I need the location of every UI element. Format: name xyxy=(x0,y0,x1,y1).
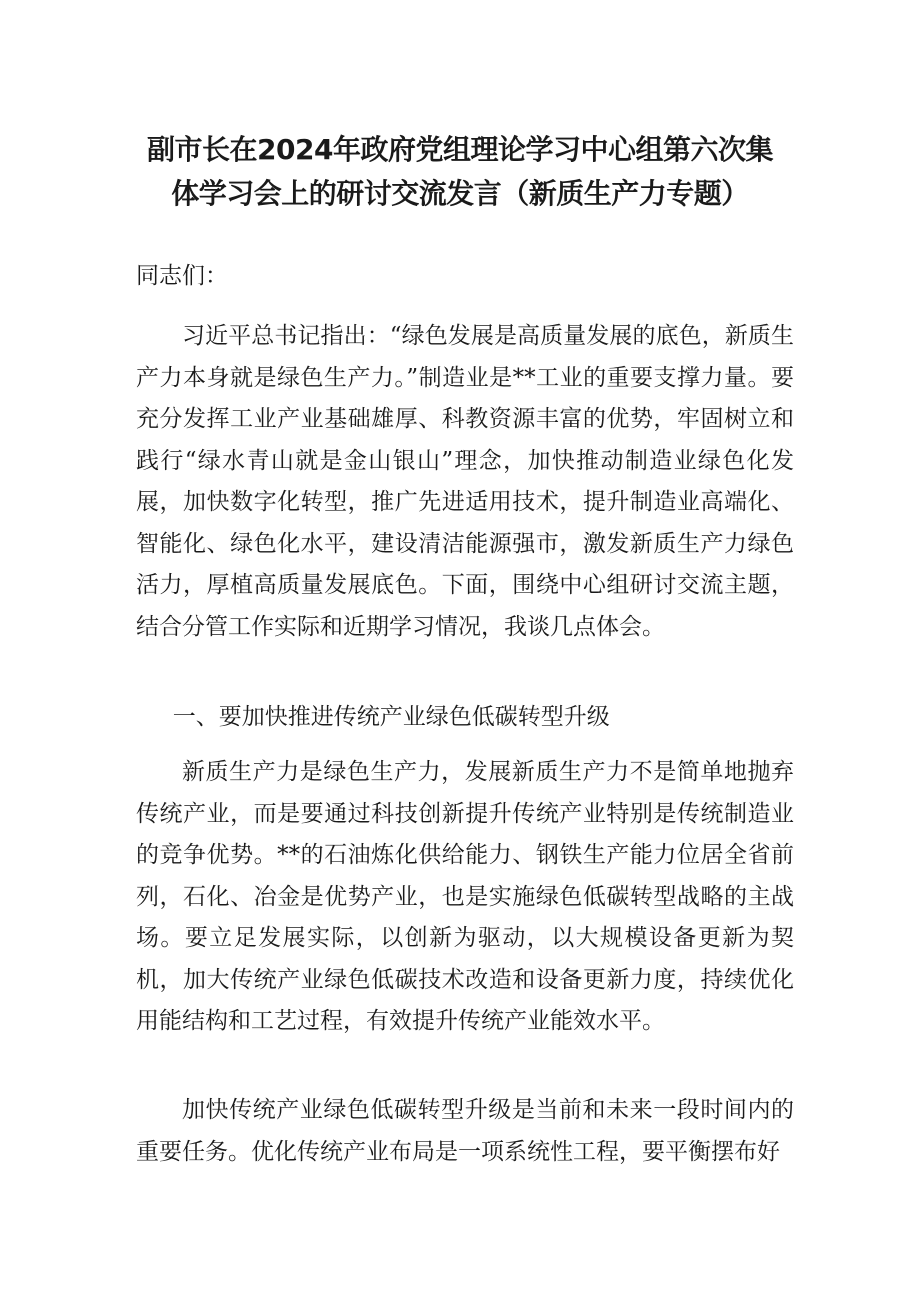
title-line-1: 副市长在2024年政府党组理论学习中心组第六次集 xyxy=(147,133,773,166)
title-line-2: 体学习会上的研讨交流发言（新质生产力专题） xyxy=(171,177,749,210)
salutation: 同志们： xyxy=(136,263,228,289)
section-heading-1: 一、要加快推进传统产业绿色低碳转型升级 xyxy=(172,704,610,730)
paragraph-section1-b: 加快传统产业绿色低碳转型升级是当前和未来一段时间内的重要任务。优化传统产业布局是一项系统性工程，要平衡摆布好 xyxy=(136,1097,794,1165)
paragraph-intro: 习近平总书记指出：“绿色发展是高质量发展的底色，新质生产力本身就是绿色生产力。”制造业是**工业的重要支撑力量。要充分发挥工业产业基础雄厚、科教资源丰富的优势，牢固树立和践行“绿水青山就是金山银山”理念，加快推动制造业绿色化发展，加快数字化转型，推广先进适用技术，提升制造业高端化、智能化、绿色化水平，建设清洁能源强市，激发新质生产力绿色活力，厚植高质量发展底色。下面，围绕中心组研讨交流主题，结合分管工作实际和近期学习情况，我谈几点体会。 xyxy=(136,323,794,640)
paragraph-section1-a: 新质生产力是绿色生产力，发展新质生产力不是简单地抛弃传统产业，而是要通过科技创新提升传统产业特别是传统制造业的竞争优势。**的石油炼化供给能力、钢铁生产能力位居全省前列，石化、冶金是优势产业，也是实施绿色低碳转型战略的主战场。要立足发展实际，以创新为驱动，以大规模设备更新为契机，加大传统产业绿色低碳技术改造和设备更新力度，持续优化用能结构和工艺过程，有效提升传统产业能效水平。 xyxy=(136,759,794,1034)
document-title xyxy=(0,128,920,216)
